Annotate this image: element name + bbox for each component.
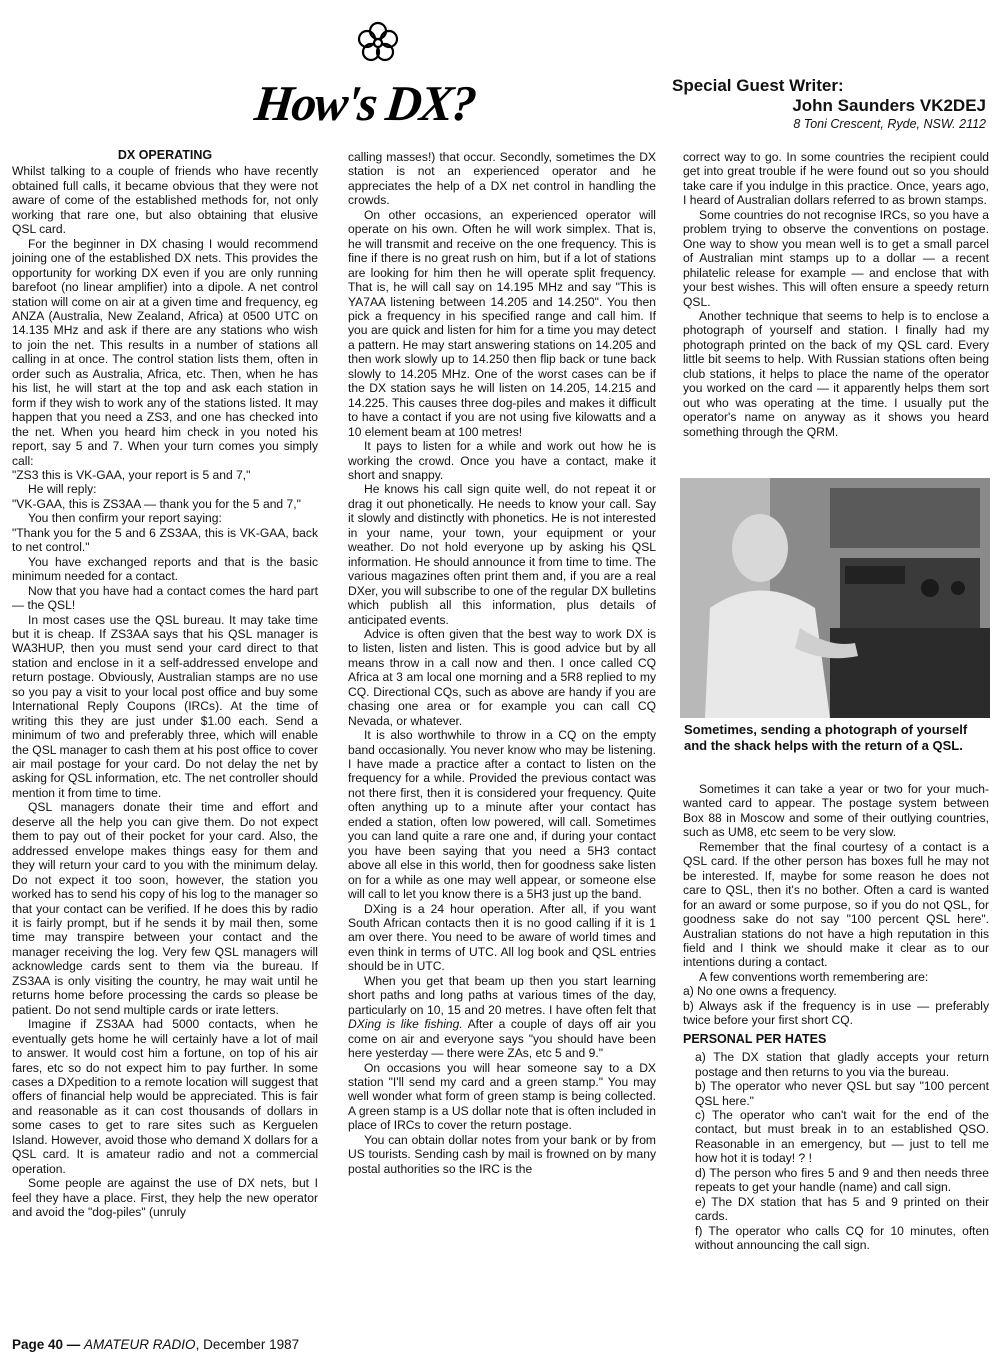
paragraph [348,974,656,1061]
paragraph: It pays to listen for a while and work out how he is working the crowd. Once you have a contact, make it short and snappy. [348,439,656,482]
paragraph: You can obtain dollar notes from your bank or by from US tourists. Sending cash by mail is frowned on by many postal authorities so the IRC is the [348,1132,656,1176]
guest-name: John Saunders VK2DEJ [792,96,986,115]
paragraph: For the beginner in DX chasing I would recommend joining one of the established DX nets. This provides the opportunity for working DX even if you are only running barefoot (no linear amplifier) into a dipole. A net control station will come on air at a given time and frequency, eg ANZA (Australia, New Zealand, Africa) at 0500 UTC on 14.135 MHz and ask if there are any stations who wish to join the net. This results in a number of stations all calling in at once. The control station lists them, often in order such as Australia, Africa, etc. Then, when he has his list, he will start at the top and ask each station in form if they wish to work any of the stations listed. It may happen that you need a ZS3, and one has checked into the net. When you heard him check in you noted his report, say 5 and 7. When your turn comes you simply call: [12,236,318,468]
quote: "VK-GAA, this is ZS3AA — thank you for the 5 and 7," [12,496,301,511]
paragraph: He knows his call sign quite well, do not repeat it or drag it out phonetically. He needs to know your call. Say it slowly and distinctly with phonetics. He is not interested in your name, your town, your equipment or your weather. Do not hold everyone up by asking his QSL information. He should announce it from time to time. The various magazines often print them and, if you are a real DXer, you will subscribe to one of the regular DX bulletins which publish all this information, plus details of anticipated events. [348,482,656,627]
page-footer [12,1337,299,1352]
paragraph: correct way to go. In some countries the recipient could get into great trouble if he were found out so you should take care if you indulge in this practice. Once, years ago, I heard of Australian dollars referred to as brown stamps. [683,150,989,208]
paragraph-text: When you get that beam up then you start learning short paths and long paths at various times of the day, particularly on 10, 15 and 20 metres. I have often felt that [348,973,656,1017]
list-item: f) The operator who calls CQ for 10 minutes, often without announcing the call sign. [695,1223,989,1253]
paragraph: In most cases use the QSL bureau. It may take time but it is cheap. If ZS3AA says that his QSL manager is WA3HUP, then you must send your card direct to that station and enclose in it a self-addressed envelope and return postage. Obviously, Australian stamps are no use so you pay a visit to your local post office and buy some International Reply Coupons (IRCs). At the time of writing this they are just under $1.00 each. Send a minimum of two and preferably three, which will enable the QSL manager to cash them at his post office to cover air mail postage for your card. Do not delay the net by asking for QSL information, etc. The net controller should mention it from time to time. [12,612,318,800]
paragraph: b) Always ask if the frequency is in use — preferably twice before your first short CQ. [683,998,989,1028]
section-heading: PERSONAL PER HATES [683,1031,827,1046]
paragraph: You have exchanged reports and that is the basic minimum needed for a contact. [12,554,318,584]
article-column-1 [12,148,318,1220]
page-number: Page 40 — [12,1337,85,1352]
paragraph: Another technique that seems to help is to enclose a photograph of yourself and station. I finally had my photograph printed on the back of my QSL card. Every little bit seems to help. With Russian stations often being club stations, it helps to place the name of the operator you worked on the card — it apparently helps them sort out who was operating at the time. I usually put the operator's name on anyway as it shows you heard something through the QRM. [683,308,989,439]
column-title: How's DX? [252,75,478,131]
paragraph-text: After a couple of days off air you come on air and everyone says "you should have been here yesterday — there were ZAs, etc 5 and 9." [348,1017,657,1061]
paragraph: It is also worthwhile to throw in a CQ on the empty band occasionally. You never know who may be listening. I have made a practice after a contact to listen on the frequency for a while. Provided the previous contact was not there first, then it is considered your frequency. Quite often anything up to a minute after your contact has ended a station, often low powered, will call. Sometimes you can land quite a rare one and, if during your contact you have been saying that you need a 5H3 contact above all else in this world, then for goodness sake listen on for a while as one may well appear, or someone else will call to let you know there is a 5H3 just up the band. [348,728,656,902]
article-column-3-bottom [683,782,989,1253]
list-item: e) The DX station that has 5 and 9 printed on their cards. [695,1194,989,1224]
article-column-2 [348,150,656,1176]
photo-caption: Sometimes, sending a photograph of yourself and the shack helps with the return of a QSL. [684,722,968,753]
article-column-3-top [683,150,989,439]
guest-label: Special Guest Writer: [672,76,844,95]
magazine-name: AMATEUR RADIO [84,1337,196,1352]
paragraph: He will reply: [28,482,97,497]
paragraph: Whilst talking to a couple of friends who have recently obtained full calls, it became obvious that they were not aware of come of the established methods for, not only working that rare one, but also obtaining that elusive QSL card. [12,164,318,237]
list-item: d) The person who fires 5 and 9 and then needs three repeats to get your handle (name) and call sign. [695,1165,989,1195]
paragraph: You then confirm your report saying: [28,511,222,526]
quote: "Thank you for the 5 and 6 ZS3AA, this is VK-GAA, back to net control." [12,525,318,555]
paragraph: QSL managers donate their time and effort and deserve all the help you can give them. Do not expect them to pay out of their pocket for your card. Also, the addressed envelope makes things easy for them and they will return your card to you with the minimum delay. Do not expect it too soon, however, the station you worked has to send his copy of his log to the manager so that your contact can be verified. If he does this by radio it is fairly prompt, but if he sends it by mail then, some time may transpire between your contact and the manager receiving the log. Very few QSL managers will acknowledge cards sent to them via the bureau. If ZS3AA is only visiting the country, he may wait until he returns home before processing the cards so please be patient. Do not send multiple cards or irate letters. [12,800,318,1017]
paragraph: On occasions you will hear someone say to a DX station "I'll send my card and a green stamp." You may well wonder what form of green stamp is being collected. A green stamp is a US dollar note that is often included in place of IRCs to cover the return postage. [348,1060,656,1133]
guest-address: 8 Toni Crescent, Ryde, NSW. 2112 [793,117,986,131]
operator-photo [680,478,990,718]
quote: "ZS3 this is VK-GAA, your report is 5 and 7," [12,467,251,482]
flower-ornament-icon [356,20,400,64]
issue-date: , December 1987 [195,1337,300,1352]
list-item: a) The DX station that gladly accepts your return postage and then returns to you via the bureau. [695,1050,989,1079]
emphasis-text: DXing is like fishing. [348,1017,463,1032]
paragraph: Now that you have had a contact comes the hard part — the QSL! [12,583,318,613]
paragraph: Imagine if ZS3AA had 5000 contacts, when he eventually gets home he will certainly have a lot of mail to answer. It would cost him a fortune, on top of his air fares, etc so do not expect him to pay further. In some cases a DXpedition to a remote location will suggest that offers of financial help would be appreciated. This is fair and reasonable as it can cost thousands of dollars in some cases to get to rare sites such as Kerguelen Island. However, avoid those who demand X dollars for a QSL card. It is amateur radio and not a commercial operation. [12,1017,318,1176]
pet-hates-list [695,1050,989,1252]
paragraph: Some people are against the use of DX nets, but I feel they have a place. First, they help the new operator and avoid the "dog-piles" (unruly [12,1176,318,1220]
paragraph: Remember that the final courtesy of a contact is a QSL card. If the other person has boxes full he may not be interested. If, maybe for some reason he does not care to QSL, then it's no bother. Often a card is wanted for an award or some purpose, so if you do not QSL, for goodness sake do not say "100 percent QSL here". Australian stations do not have a high reputation in this field and I think we should make it clear as to our intentions during a contact. [683,839,989,970]
paragraph: DXing is a 24 hour operation. After all, if you want South African contacts then it is no good calling if it is 1 am over there. You need to be aware of world times and even think in terms of UTC. All log book and QSL entries should be in UTC. [348,901,656,974]
paragraph: Sometimes it can take a year or two for your much-wanted card to appear. The postage system between Box 88 in Moscow and some of their outlying countries, such as UM8, etc seem to be very slow. [683,782,989,840]
section-heading: DX OPERATING [117,148,213,162]
list-item: b) The operator who never QSL but say "100 percent QSL here." [695,1079,989,1108]
paragraph: On other occasions, an experienced operator will operate on his own. Often he will work simplex. That is, he will transmit and receive on the one frequency. This is fine if there is no great rush on him, but if a lot of stations are looking for him then he will operate split frequency. That is, he will call say on 14.195 MHz and say "This is YA7AA listening between 14.205 and 14.250". You then pick a frequency in his specified range and call him. If you are quick and listen for him for a time you may detect a pattern. He may start answering stations on 14.205 and then work slowly up to 14.250 then flip back or tune back slowly to 14.205 MHz. One of the worst cases can be if the DX station says he will listen on 14.205, 14.215 and 14.225. This causes three dog-piles and makes it difficult to have a contact if you are not using five kilowatts and a 10 element beam at 100 metres! [348,207,656,439]
paragraph: Advice is often given that the best way to work DX is to listen, listen and listen. This is good advice but by all means throw in a call now and then. I once called CQ Africa at 3 am local one morning and a 5R8 replied to my CQ. Directional CQs, such as above are handy if you are chasing one area or for example you can call CQ Nevada, or whatever. [348,626,656,728]
list-item: c) The operator who can't wait for the end of the contact, but must break in to an established QSO. Reasonable in an emergency, but — just to tell me how hot it is today! ? ! [695,1107,989,1166]
paragraph: a) No one owns a frequency. [683,984,837,999]
paragraph: A few conventions worth remembering are: [699,969,929,984]
paragraph: calling masses!) that occur. Secondly, sometimes the DX station is not an experienced operator and he appreciates the help of a DX net control in handling the crowds. [348,150,656,208]
paragraph: Some countries do not recognise IRCs, so you have a problem trying to observe the conventions on postage. One way to show you mean well is to get a small parcel of Australian mint stamps up to a dollar — a recent philatelic release for example — and enclose that with your best wishes. This will often ensure a speedy return QSL. [683,207,989,309]
